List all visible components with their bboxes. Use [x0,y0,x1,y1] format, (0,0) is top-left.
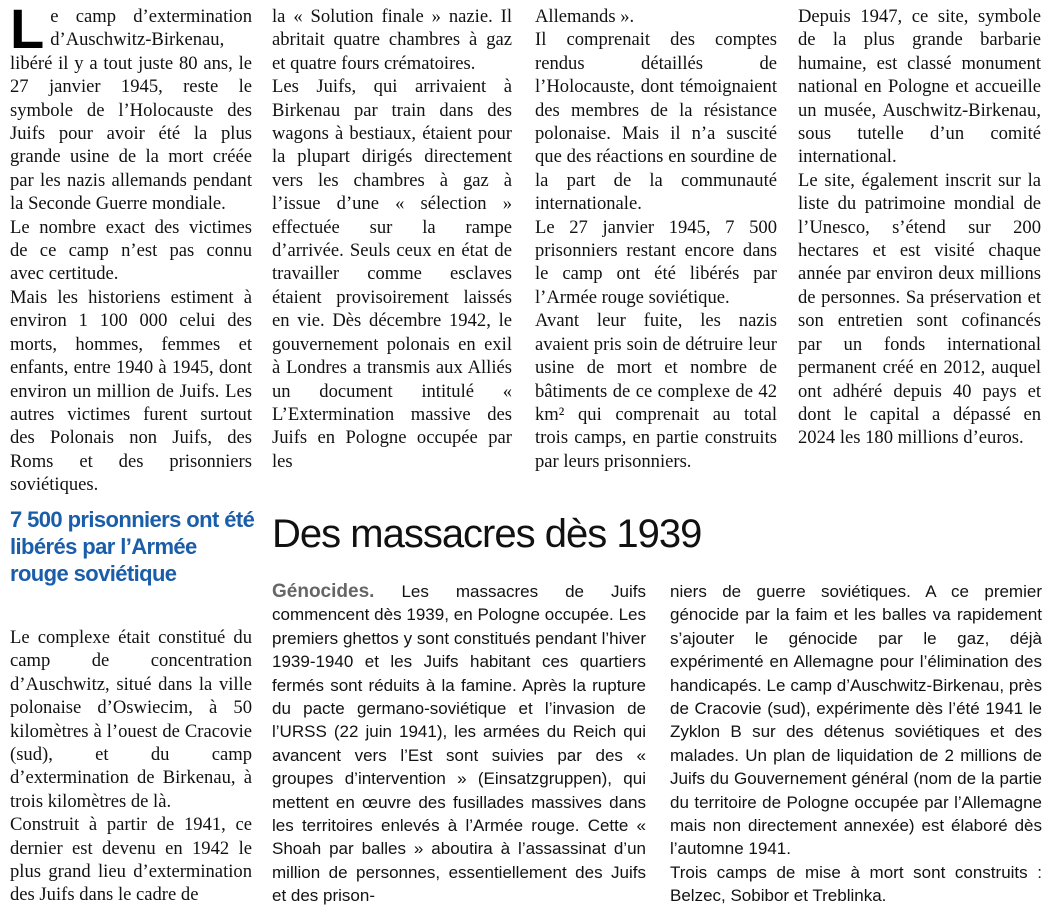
article-column-2 [272,5,512,473]
sidebar-paragraph: Trois camps de mise à mort sont construits : Belzec, Sobibor et Treblinka. [670,862,1042,906]
article-paragraph: Le site, également inscrit sur la liste du patrimoine mondial de l’Unesco, s’étend sur 200 hectares et est visité chaque année par environ deux millions de personnes. Sa préservation et son entretien sont cofinancés par un fonds international permanent créé en 2012, auquel ont adhéré depuis 40 pays et dont le capital a dépassé en 2024 les 180 millions d’euros. [798,169,1041,449]
article-paragraph: Il comprenait des comptes rendus détaillés de l’Holocauste, dont témoignaient des membres de la résistance polonaise. Mais il n’a suscité que des réactions en sourdine de la part de la communauté internationale. [535,29,777,215]
article-paragraph: Depuis 1947, ce site, symbole de la plus grande barbarie humaine, est classé monument national en Pologne et accueille un musée, Auschwitz-Birkenau, sous tutelle d’un comité international. [798,6,1041,168]
paragraph-text: e camp d’extermination d’Auschwitz-Birkenau, libéré il y a tout juste 80 ans, le 27 janvier 1945, reste le symbole de l’Holocauste des Juifs pour avoir été la plus grande usine de la mort créée par les nazis allemands pendant la Seconde Guerre mondiale. [10,6,252,215]
sidebar-paragraph: niers de guerre soviétiques. A ce premier génocide par la faim et les balles va rapidement s’ajouter le génocide par le gaz, déjà expérimenté en Allemagne pour l’élimination des handicapés. Le camp d’Auschwitz-Birkenau, près de Cracovie (sud), expérimente dès l’été 1941 le Zyklon B sur des détenus soviétiques et des malades. Un plan de liquidation de 2 millions de Juifs du Gouvernement général (nom de la partie du territoire de Pologne occupée par l’Allemagne mais non directement annexée) est élaboré dès l’automne 1941. [670,582,1042,859]
section-subhead: 7 500 prisonniers ont été libérés par l’Armée rouge soviétique [10,507,255,586]
article-paragraph: Les Juifs, qui arrivaient à Birkenau par train dans des wagons à bestiaux, étaient pour la plupart dirigés directement vers les chambres à gaz à l’issue d’une « sélection » effectuée sur la rampe d’arrivée. Seuls ceux en état de travailler comme esclaves étaient provisoirement laissés en vie. Dès décembre 1942, le gouvernement polonais en exil à Londres a transmis aux Alliés un document intitulé « L’Extermination massive des Juifs en Pologne occupée par les [272,76,512,472]
article-column-1 [10,0,252,497]
article-paragraph: Construit à partir de 1941, ce dernier est devenu en 1942 le plus grand lieu d’extermination des Juifs dans le cadre de [10,814,252,906]
article-paragraph: Mais les historiens estiment à environ 1 100 000 celui des morts, hommes, femmes et enfants, entre 1940 à 1945, dont environ un million de Juifs. Les autres victimes furent surtout des Polonais non Juifs, des Roms et des prisonniers soviétiques. [10,286,252,496]
sidebar-paragraph [272,580,646,908]
sidebar-column-1 [272,580,646,908]
article-paragraph: Le nombre exact des victimes de ce camp n’est pas connu avec certitude. [10,216,252,285]
sidebar-column-2 [670,580,1042,908]
article-column-1-continued [10,626,252,907]
article-column-3 [535,5,777,473]
article-paragraph: Le 27 janvier 1945, 7 500 prisonniers restant encore dans le camp ont été libérés par l’Armée rouge soviétique. [535,216,777,308]
paragraph-text: Les massacres de Juifs commencent dès 1939, en Pologne occupée. Les premiers ghettos y sont constitués pendant l’hiver 1939-1940 et les Juifs habitant ces quartiers fermés sont réduits à la famine. Après la rupture du pacte germano-soviétique et l’invasion de l’URSS (22 juin 1941), les armées du Reich qui avancent vers l’Est sont suivies par des « groupes d’intervention » (Einsatzgruppen), qui mettent en œuvre des fusillades massives dans les territoires enlevés à l’Armée rouge. Cette « Shoah par balles » aboutira à l’assassinat d’un million de personnes, essentiellement des Juifs et des prison- [272,582,646,906]
article-column-4 [798,5,1041,450]
kicker: Génocides. [272,581,375,602]
article-paragraph [10,0,252,216]
article-paragraph: la « Solution finale » nazie. Il abritait quatre chambres à gaz et quatre fours crématoires. [272,6,512,74]
article-paragraph: Avant leur fuite, les nazis avaient pris soin de détruire leur usine de mort et nombre de bâtiments de ce complexe de 42 km² qui comprenait au total trois camps, en partie construits par leurs prisonniers. [535,310,777,472]
sidebar-headline: Des massacres dès 1939 [272,512,702,556]
drop-cap: L [10,0,45,60]
article-paragraph: Allemands ». [535,6,635,27]
article-paragraph: Le complexe était constitué du camp de concentration d’Auschwitz, situé dans la ville polonaise d’Oswiecim, à 50 kilomètres à l’ouest de Cracovie (sud), et du camp d’extermination de Birkenau, à trois kilomètres de là. [10,627,252,812]
